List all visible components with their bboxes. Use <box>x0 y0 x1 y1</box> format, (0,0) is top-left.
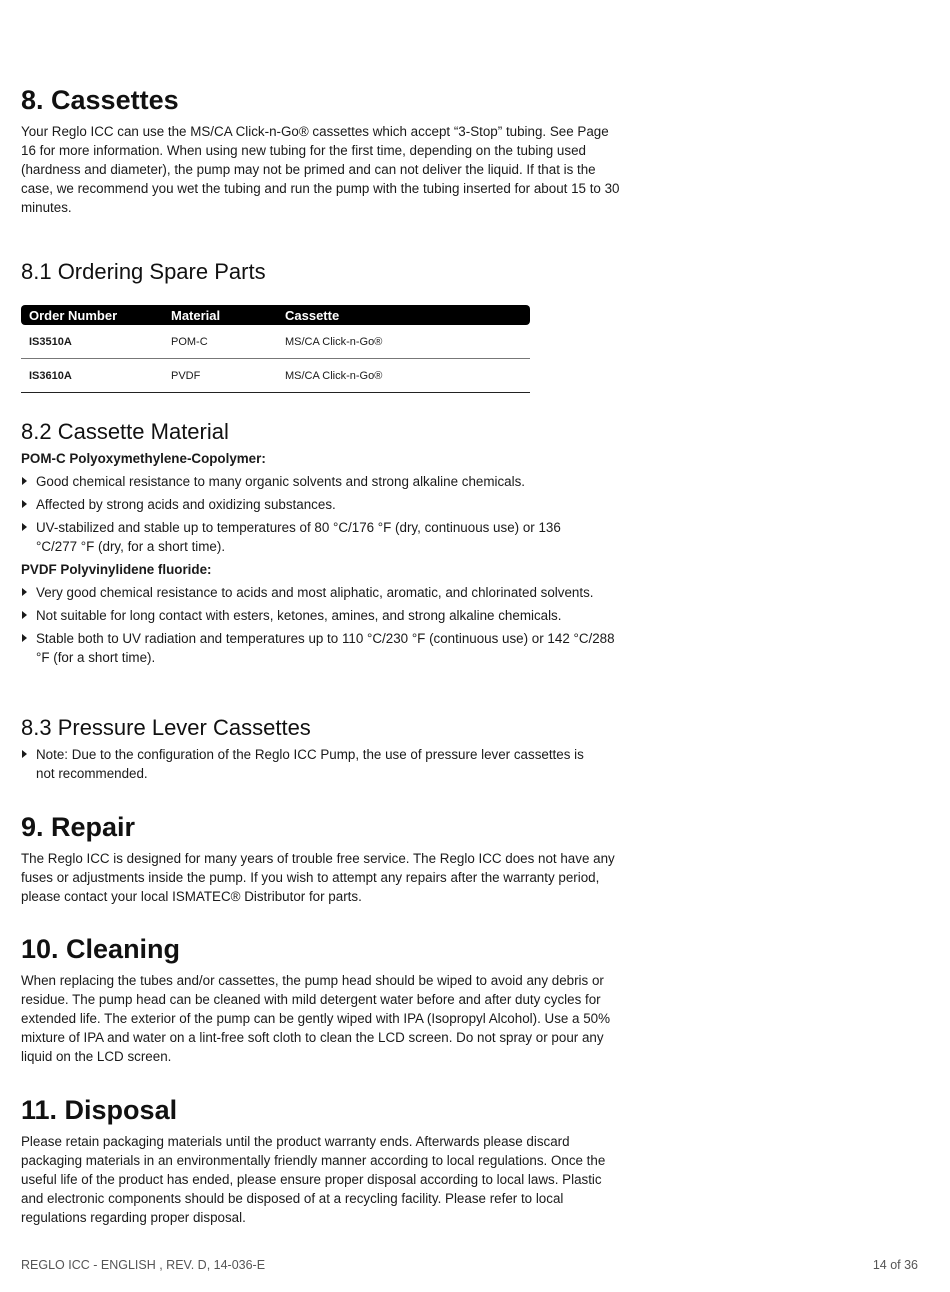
list-item: Affected by strong acids and oxidizing substances. <box>21 495 631 514</box>
bullet-triangle-icon <box>22 750 27 758</box>
section-body: Your Reglo ICC can use the MS/CA Click-n-Go® cassettes which accept “3-Stop” tubing. See Page 16 for more information. When using new tubing for the first time, depending on the tubing used (hardness and diameter), the pump may not be primed and can not deliver the liquid. If that is the case, we recommend you wet the tubing and run the pump with the tubing inserted for about 15 to 30 minutes. <box>21 124 620 215</box>
header-cassette: Cassette <box>285 307 340 323</box>
section-repair <box>21 811 626 906</box>
section-cassettes <box>21 84 626 217</box>
cell-order-number: IS3510A <box>29 335 72 348</box>
document-reference: REGLO ICC - ENGLISH , REV. D, 14-036-E <box>21 1258 266 1272</box>
table-header <box>21 305 530 325</box>
section-body: Please retain packaging materials until the product warranty ends. Afterwards please discard packaging materials in an environmentally friendly manner according to local regulations. Once the useful life of the product has ended, please ensure proper disposal according to local laws. Plastic and electronic components should be disposed of at a recycling facility. Please refer to local regulations regarding proper disposal. <box>21 1134 606 1225</box>
note-list <box>21 745 601 783</box>
pvdf-heading: PVDF Polyvinylidene fluoride: <box>21 562 212 577</box>
pvdf-list <box>21 583 631 667</box>
pom-list <box>21 472 631 556</box>
spare-parts-table <box>21 305 530 393</box>
list-item: Not suitable for long contact with esters, ketones, amines, and strong alkaline chemicals. <box>21 606 631 625</box>
cell-cassette: MS/CA Click-n-Go® <box>285 335 383 348</box>
section-body: When replacing the tubes and/or cassettes, the pump head should be wiped to avoid any debris or residue. The pump head can be cleaned with mild detergent water before and after duty cycles for extended life. The exterior of the pump can be gently wiped with IPA (Isopropyl Alcohol). Use a 50% mixture of IPA and water on a lint-free soft cloth to clean the LCD screen. Do not spray or pour any liquid on the LCD screen. <box>21 973 611 1064</box>
section-body: The Reglo ICC is designed for many years of trouble free service. The Reglo ICC does not have any fuses or adjustments inside the pump. If you wish to attempt any repairs after the warranty period, please contact your local ISMATEC® Distributor for parts. <box>21 851 615 904</box>
header-order-number: Order Number <box>29 307 118 323</box>
section-title: 11. Disposal <box>21 1095 178 1125</box>
bullet-triangle-icon <box>22 634 27 642</box>
section-ordering-spare-parts <box>21 258 626 286</box>
section-title: 10. Cleaning <box>21 934 181 964</box>
list-item: Note: Due to the configuration of the Reglo ICC Pump, the use of pressure lever cassettes is not recommended. <box>21 745 601 783</box>
bullet-triangle-icon <box>22 523 27 531</box>
cell-order-number: IS3610A <box>29 369 72 382</box>
cell-material: PVDF <box>171 369 201 382</box>
section-title: 9. Repair <box>21 812 136 842</box>
document-page <box>21 0 931 1292</box>
table-row <box>21 359 530 393</box>
list-item: Very good chemical resistance to acids and most aliphatic, aromatic, and chlorinated solvents. <box>21 583 631 602</box>
table-row <box>21 325 530 359</box>
bullet-triangle-icon <box>22 611 27 619</box>
pom-heading: POM-C Polyoxymethylene-Copolymer: <box>21 451 266 466</box>
bullet-triangle-icon <box>22 588 27 596</box>
list-item: Good chemical resistance to many organic solvents and strong alkaline chemicals. <box>21 472 631 491</box>
list-item: Stable both to UV radiation and temperatures up to 110 °C/230 °F (continuous use) or 142 °C/288 °F (for a short time). <box>21 629 616 667</box>
cell-material: POM-C <box>171 335 208 348</box>
section-title: 8.3 Pressure Lever Cassettes <box>21 715 311 740</box>
section-cassette-material <box>21 418 631 671</box>
section-pressure-lever-cassettes <box>21 714 601 787</box>
header-material: Material <box>171 307 221 323</box>
section-title: 8.2 Cassette Material <box>21 419 229 444</box>
section-title: 8.1 Ordering Spare Parts <box>21 259 266 284</box>
section-cleaning <box>21 933 626 1066</box>
bullet-triangle-icon <box>22 477 27 485</box>
page-footer <box>21 1258 918 1272</box>
list-item: UV-stabilized and stable up to temperatures of 80 °C/176 °F (dry, continuous use) or 136 °C/277 °F (dry, for a short time). <box>21 518 596 556</box>
cell-cassette: MS/CA Click-n-Go® <box>285 369 383 382</box>
section-title: 8. Cassettes <box>21 85 179 115</box>
section-disposal <box>21 1094 626 1227</box>
bullet-triangle-icon <box>22 500 27 508</box>
page-number: 14 of 36 <box>872 1258 918 1272</box>
